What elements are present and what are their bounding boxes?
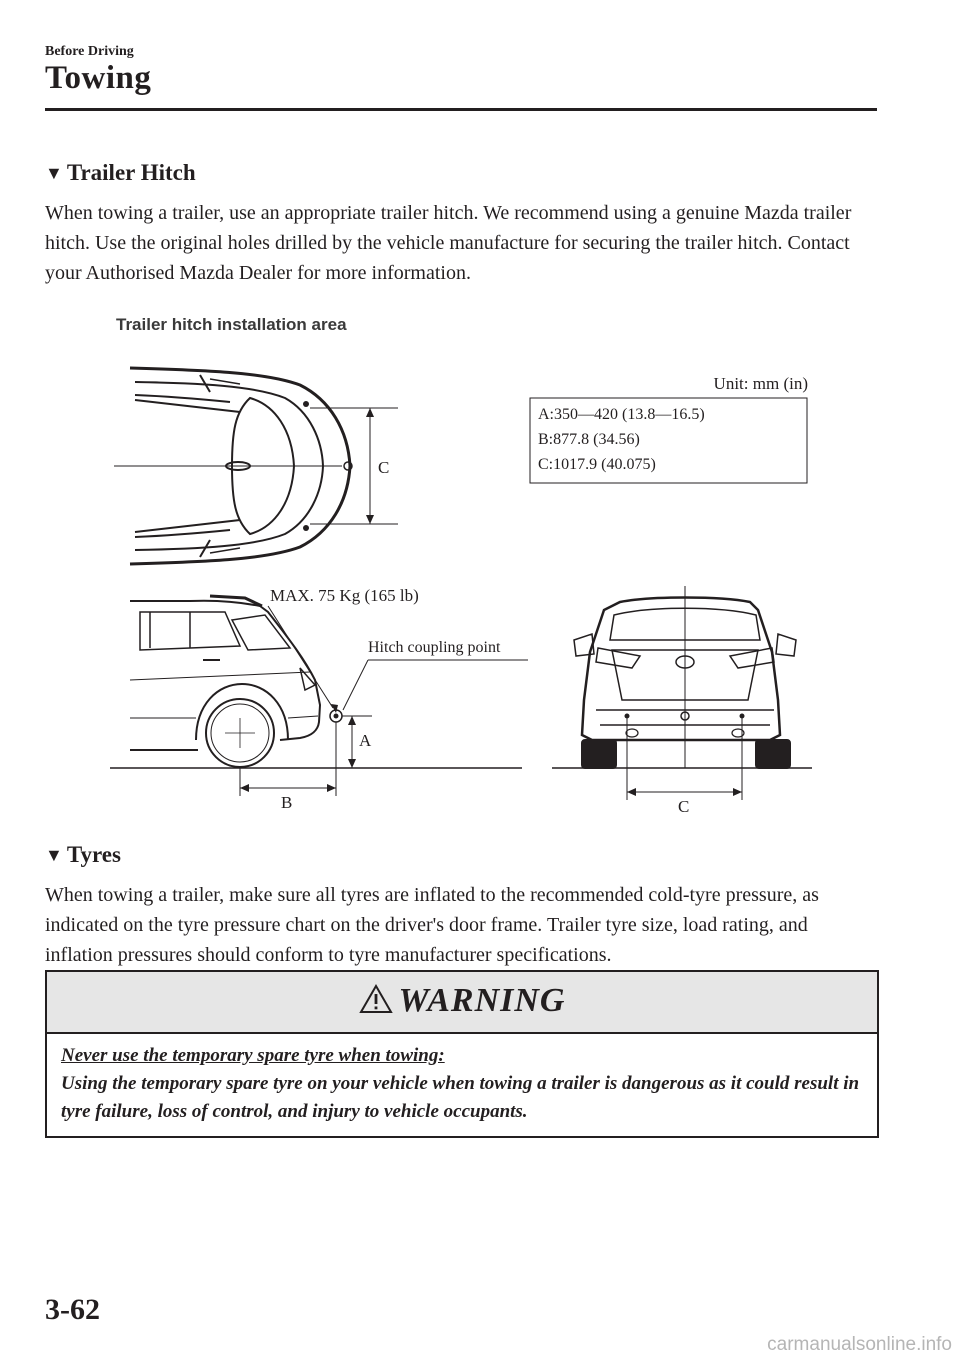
spec-a: A:350—420 (13.8—16.5) xyxy=(538,406,705,423)
trailer-hitch-body: When towing a trailer, use an appropriate trailer hitch. We recommend using a genuine Mazda trailer hitch. Use the original holes drilled by the vehicle manufacture for securing the trailer hitch. Contact your Authorised Mazda Dealer for more information. xyxy=(45,202,852,284)
warning-lead: Never use the temporary spare tyre when towing: xyxy=(61,1045,445,1066)
arrow-up-icon xyxy=(366,408,374,417)
max-load-leader xyxy=(268,606,333,708)
spec-c: C:1017.9 (40.075) xyxy=(538,456,656,473)
tyres-body: When towing a trailer, make sure all tyres are inflated to the recommended cold-tyre pressure, as indicated on the tyre pressure chart on the driver's door frame. Trailer tyre size, load rating, and inflation pressures should conform to tyre manufacturer specifications. xyxy=(45,884,819,966)
warning-header xyxy=(47,972,877,1034)
spec-b: B:877.8 (34.56) xyxy=(538,431,640,448)
page-number: 3-62 xyxy=(45,1293,100,1326)
warning-text: Using the temporary spare tyre on your vehicle when towing a trailer is dangerous as it could result in tyre failure, loss of control, and injury to vehicle occupants. xyxy=(61,1073,860,1122)
page-title: Towing xyxy=(45,60,152,96)
vehicle-side-view xyxy=(130,596,320,767)
b-label: B xyxy=(281,793,293,812)
figure-title: Trailer hitch installation area xyxy=(116,315,347,334)
a-arrow-up-icon xyxy=(348,716,356,725)
a-arrow-down-icon xyxy=(348,759,356,768)
c-label-top: C xyxy=(378,458,390,477)
warning-body xyxy=(61,1042,863,1126)
warning-triangle-icon xyxy=(359,984,393,1014)
mount-hole-rear-2 xyxy=(740,714,745,719)
mount-hole-top-1 xyxy=(303,401,309,407)
b-arrow-right-icon xyxy=(327,784,336,792)
mount-hole-rear-1 xyxy=(625,714,630,719)
warning-title: WARNING xyxy=(398,982,566,1019)
watermark: carmanualsonline.info xyxy=(767,1334,952,1355)
tyres-heading-text: Tyres xyxy=(66,842,121,867)
b-arrow-left-icon xyxy=(240,784,249,792)
arrow-down-icon xyxy=(366,515,374,524)
triangle-bullet-icon: ▼ xyxy=(45,845,63,865)
c-label-rear: C xyxy=(678,797,690,816)
c-arrow-right-icon xyxy=(733,788,742,796)
mount-hole-top-2 xyxy=(303,525,309,531)
hitch-point-center xyxy=(334,714,339,719)
max-load-label: MAX. 75 Kg (165 lb) xyxy=(270,586,419,605)
tyres-heading xyxy=(45,842,121,868)
coupling-leader xyxy=(343,660,368,710)
warning-box xyxy=(45,970,879,1138)
c-arrow-left-icon xyxy=(627,788,636,796)
trailer-hitch-heading-text: Trailer Hitch xyxy=(66,160,196,185)
coupling-label: Hitch coupling point xyxy=(368,639,501,656)
section-label: Before Driving xyxy=(45,44,134,59)
unit-label: Unit: mm (in) xyxy=(713,374,808,393)
triangle-bullet-icon: ▼ xyxy=(45,163,63,183)
a-label: A xyxy=(359,731,372,750)
